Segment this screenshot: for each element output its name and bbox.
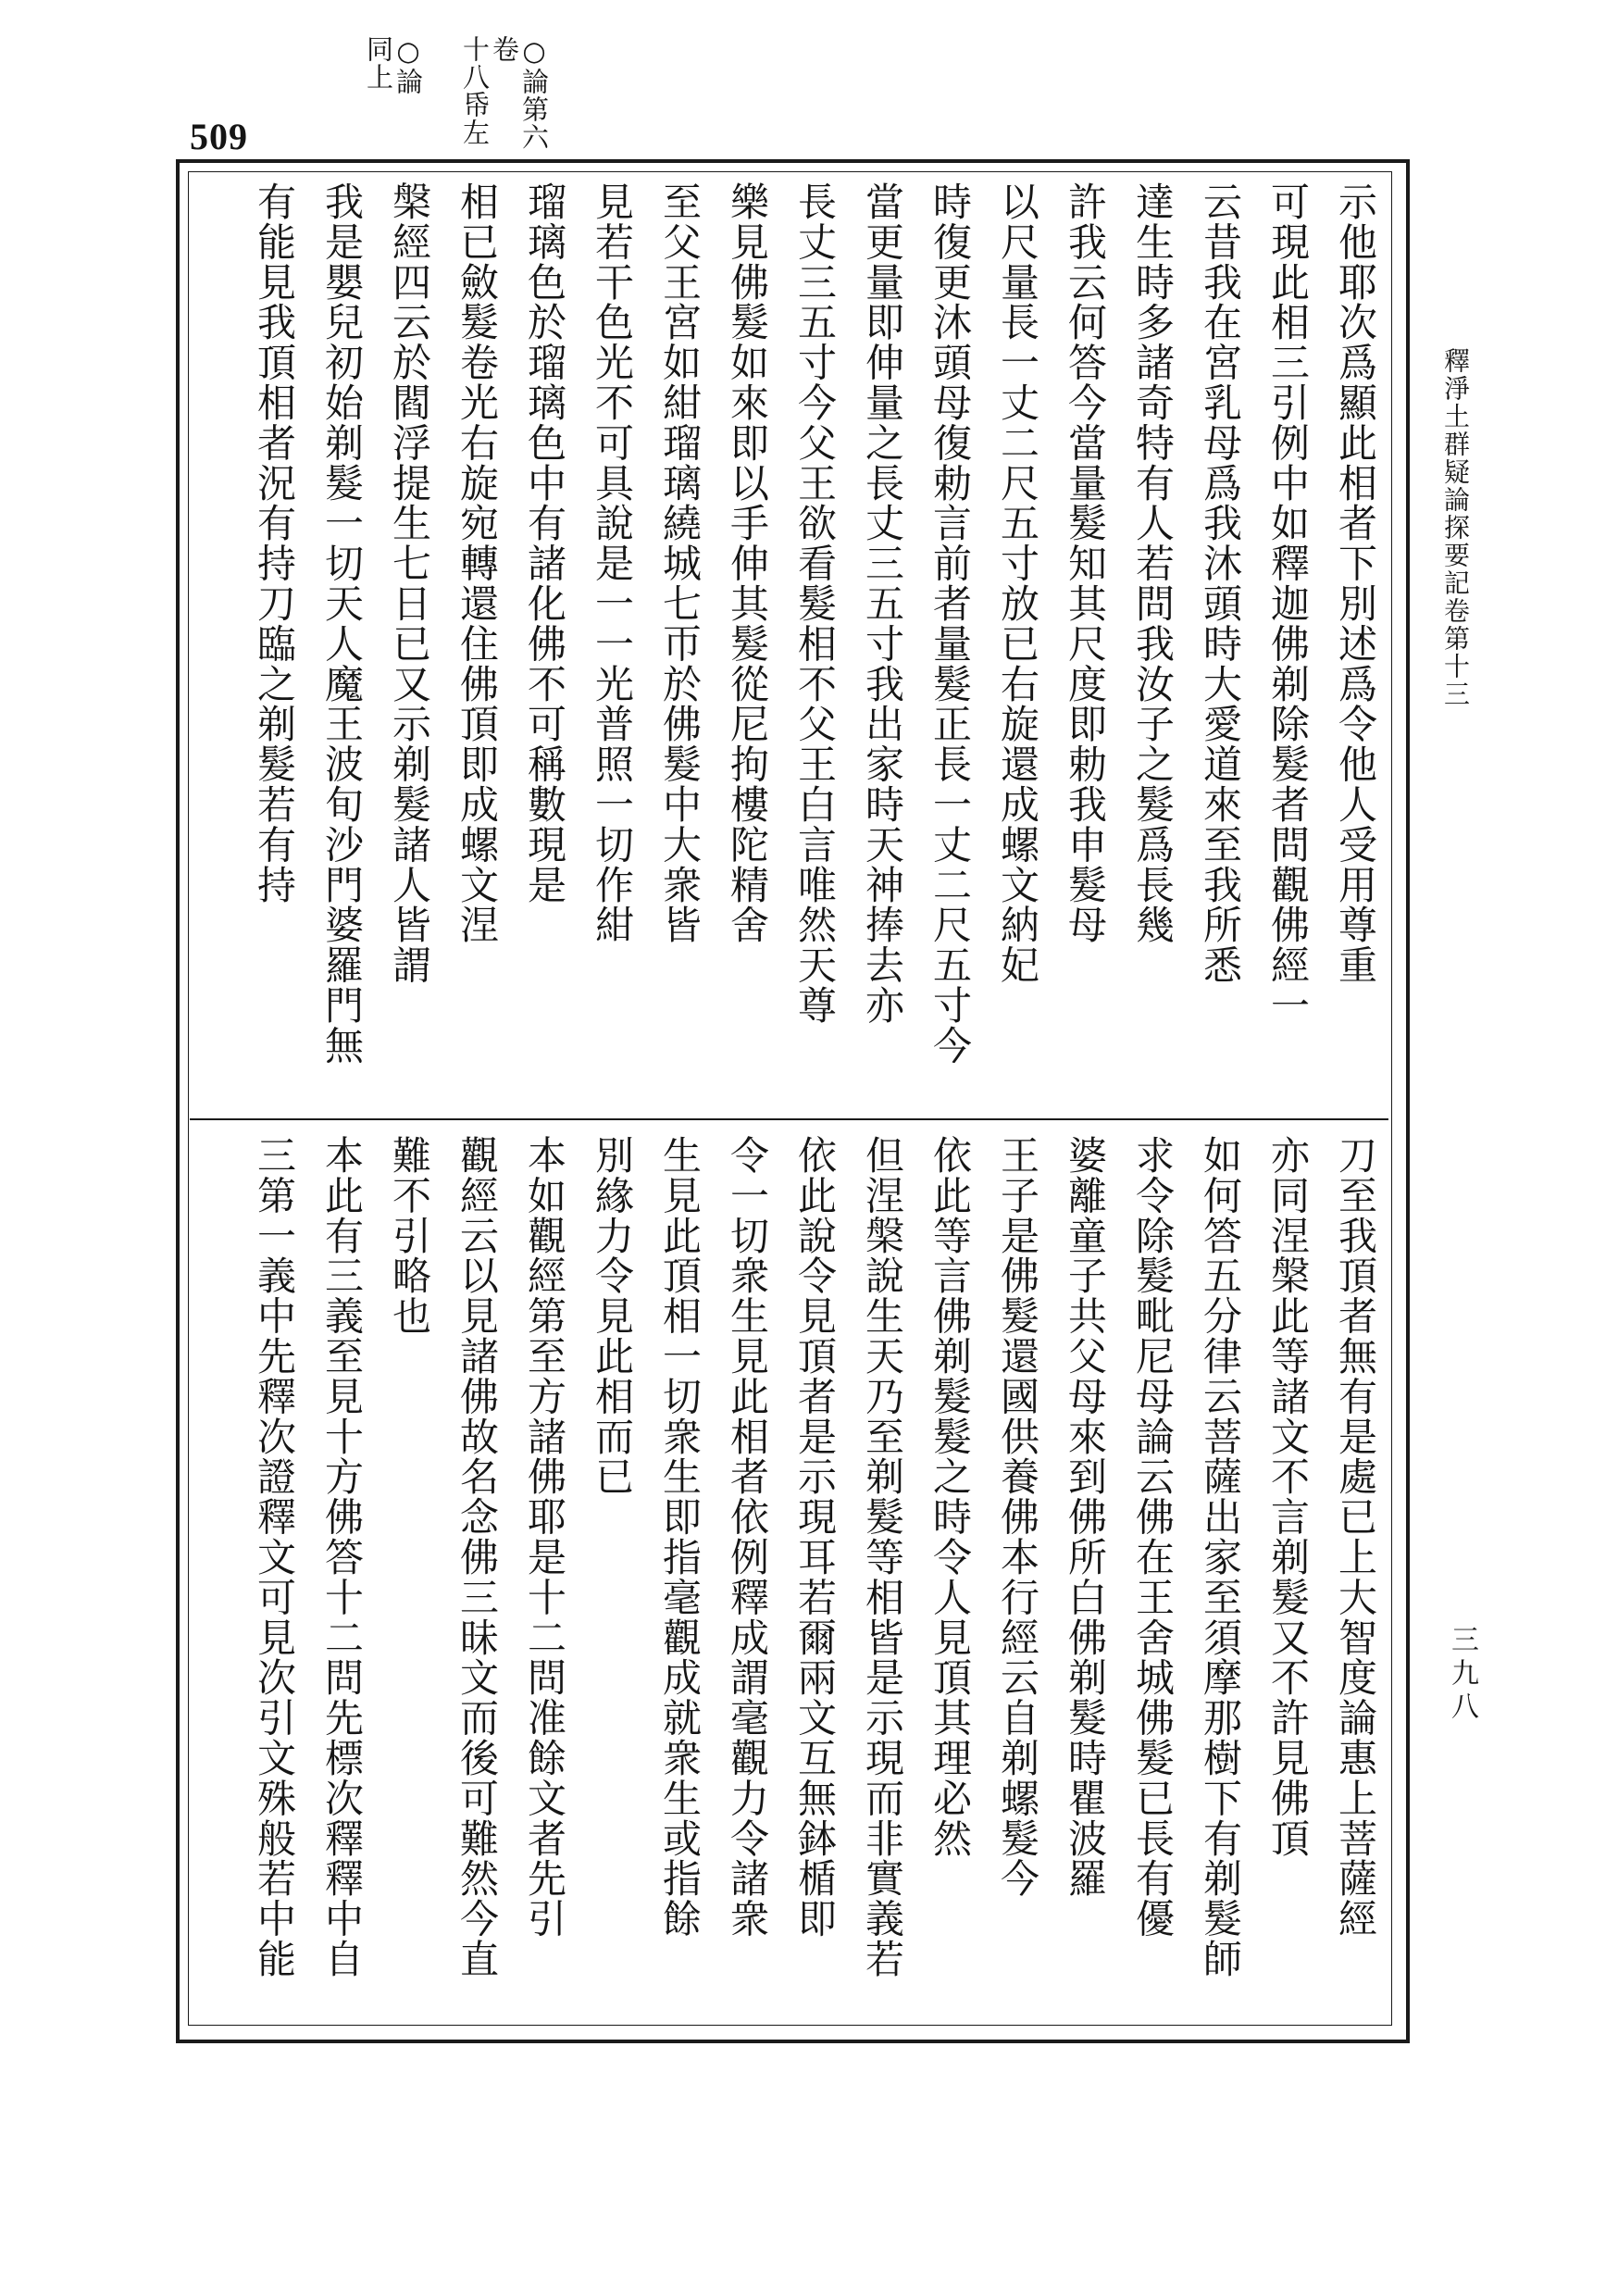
text-column: 許我云何答今當量髮知其尺度即勅我申髮母: [1063, 181, 1108, 945]
text-column: 槃經四云於閻浮提生七日已又示剃髮諸人皆謂: [387, 181, 432, 985]
text-column: 時復更沐頭母復勅言前者量髮正長一丈二尺五寸今: [927, 181, 973, 1066]
text-column: 長丈三五寸今父王欲看髮相不父王白言唯然天尊: [792, 181, 838, 1026]
margin-note-line: 十八帋左: [459, 35, 491, 146]
margin-note-volume: [460, 35, 549, 174]
text-column: 示他耶次爲顯此相者下別述爲令他人受用尊重: [1333, 181, 1378, 985]
page-number: 509: [190, 116, 248, 157]
section-divider: [190, 1118, 1388, 1120]
text-column: 有能見我頂相者況有持刀臨之剃髮若有持: [252, 181, 297, 905]
text-column: 可現此相三引例中如釋迦佛剃除髮者問觀佛經一: [1265, 181, 1311, 1026]
text-column: 三第一義中先釋次證釋文可見次引文殊般若中能: [252, 1135, 297, 1979]
upper-text-block: [208, 181, 1379, 1105]
text-column: 令一切衆生見此相者依例釋成謂毫觀力令諸衆: [725, 1135, 770, 1939]
text-column: 本此有三義至見十方佛答十二問先標次釋釋中自: [319, 1135, 365, 1979]
running-title: 釋淨土群疑論探要記卷第十三: [1440, 347, 1471, 708]
text-column: 相已斂髮卷光右旋宛轉還住佛頂即成螺文涅: [454, 181, 500, 945]
text-column: 以尺量長一丈二尺五寸放已右旋還成螺文納妃: [995, 181, 1040, 985]
lower-text-block: [208, 1135, 1379, 2024]
text-column: 王子是佛髮還國供養佛本行經云自剃螺髮今: [995, 1135, 1040, 1899]
margin-note-line: ○論第六卷: [489, 35, 550, 151]
margin-note-line: 同上: [363, 35, 394, 91]
text-column: 亦同涅槃此等諸文不言剃髮又不許見佛頂: [1265, 1135, 1311, 1859]
text-column: 別緣力令見此相而已: [590, 1135, 635, 1497]
text-column: 我是嬰兒初始剃髮一切天人魔王波旬沙門婆羅門無: [319, 181, 365, 1066]
text-column: 見若干色光不可具說是一一光普照一切作紺: [590, 181, 635, 945]
text-column: 難不引略也: [387, 1135, 432, 1336]
margin-notes: [364, 35, 549, 174]
text-column: 依此說令見頂者是示現耳若爾兩文互無鉢楯即: [792, 1135, 838, 1939]
text-column: 本如觀經第至方諸佛耶是十二問准餘文者先引: [522, 1135, 567, 1939]
text-column: 如何答五分律云菩薩出家至須摩那樹下有剃髮師: [1198, 1135, 1243, 1979]
text-column: 求令除髮毗尼母論云佛在王舍城佛髮已長有優: [1130, 1135, 1176, 1939]
text-column: 但涅槃說生天乃至剃髮等相皆是示現而非實義若: [860, 1135, 905, 1979]
text-column: 依此等言佛剃髮髮之時令人見頂其理必然: [927, 1135, 973, 1859]
text-column: 瑠璃色於瑠璃色中有諸化佛不可稱數現是: [522, 181, 567, 905]
text-column: 婆離童子共父母來到佛所白佛剃髮時瞿波羅: [1063, 1135, 1108, 1899]
text-column: 至父王宮如紺瑠璃繞城七帀於佛髮中大衆皆: [657, 181, 703, 945]
text-column: 云昔我在宮乳母爲我沐頭時大愛道來至我所悉: [1198, 181, 1243, 985]
text-column: 觀經云以見諸佛故名念佛三昧文而後可難然今直: [454, 1135, 500, 1979]
text-column: 刀至我頂者無有是處已上大智度論惠上菩薩經: [1333, 1135, 1378, 1939]
text-column: 當更量即伸量之長丈三五寸我出家時天神捧去亦: [860, 181, 905, 1026]
margin-note-same: [364, 35, 423, 174]
margin-note-line: ○論: [392, 35, 424, 95]
folio-number: 三九八: [1446, 1625, 1478, 1725]
text-column: 生見此頂相一切衆生即指毫觀成就衆生或指餘: [657, 1135, 703, 1939]
text-column: 樂見佛髮如來即以手伸其髮從尼拘樓陀精舍: [725, 181, 770, 945]
text-column: 達生時多諸奇特有人若問我汝子之髮爲長幾: [1130, 181, 1176, 945]
